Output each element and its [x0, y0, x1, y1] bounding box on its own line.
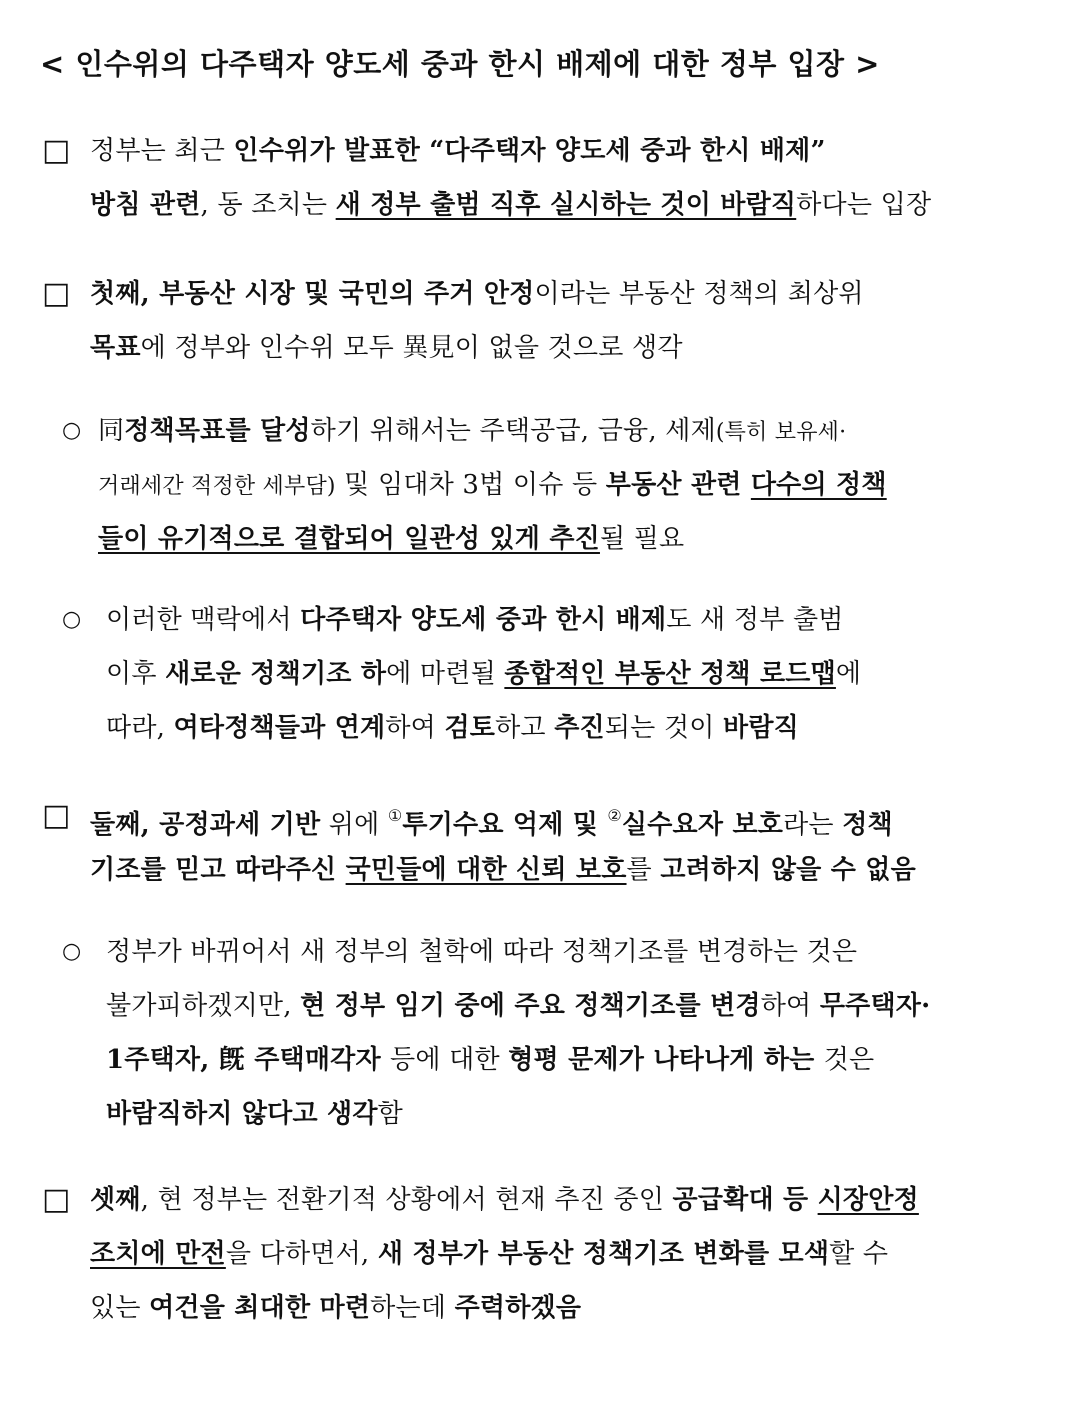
section-7-line-2: 조치에 만전을 다하면서, 새 정부가 부동산 정책기조 변화를 모색할 수: [90, 1239, 889, 1269]
section-6-line-1: 정부가 바뀌어서 새 정부의 철학에 따라 정책기조를 변경하는 것은: [106, 937, 858, 967]
box-bullet: □: [42, 133, 71, 168]
section-7-line-1: 셋째, 현 정부는 전환기적 상황에서 현재 추진 중인 공급확대 등 시장안정: [90, 1185, 919, 1215]
circle-bullet: ○: [62, 418, 82, 443]
section-3-line-3: 들이 유기적으로 결합되어 일관성 있게 추진될 필요: [98, 524, 685, 554]
section-2-line-1: 첫째, 부동산 시장 및 국민의 주거 안정이라는 부동산 정책의 최상위: [90, 279, 864, 309]
box-bullet: □: [42, 798, 71, 833]
section-4-line-2: 이후 새로운 정책기조 하에 마련될 종합적인 부동산 정책 로드맵에: [106, 659, 862, 689]
document-title: < 인수위의 다주택자 양도세 중과 한시 배제에 대한 정부 입장 >: [40, 47, 880, 81]
section-6-line-2: 불가피하겠지만, 현 정부 임기 중에 주요 정책기조를 변경하여 무주택자·: [106, 991, 931, 1021]
box-bullet: □: [42, 276, 71, 311]
section-6-line-3: 1주택자, 旣 주택매각자 등에 대한 형평 문제가 나타나게 하는 것은: [106, 1045, 875, 1075]
section-1-line-1: 정부는 최근 인수위가 발표한 “다주택자 양도세 중과 한시 배제”: [90, 136, 826, 166]
section-5-line-2: 기조를 믿고 따라주신 국민들에 대한 신뢰 보호를 고려하지 않을 수 없음: [90, 855, 916, 885]
section-2-line-2: 목표에 정부와 인수위 모두 異見이 없을 것으로 생각: [90, 333, 683, 363]
section-3-line-2: 거래세간 적정한 세부담) 및 임대차 3법 이슈 등 부동산 관련 다수의 정책: [98, 470, 887, 500]
section-1-line-2: 방침 관련, 동 조치는 새 정부 출범 직후 실시하는 것이 바람직하다는 입장: [90, 190, 932, 220]
box-bullet: □: [42, 1182, 71, 1217]
section-5-line-1: 둘째, 공정과세 기반 위에 ①투기수요 억제 및 ②실수요자 보호라는 정책: [90, 806, 893, 840]
section-4-line-3: 따라, 여타정책들과 연계하여 검토하고 추진되는 것이 바람직: [106, 713, 799, 743]
section-4-line-1: 이러한 맥락에서 다주택자 양도세 중과 한시 배제도 새 정부 출범: [106, 605, 844, 635]
section-7-line-3: 있는 여건을 최대한 마련하는데 주력하겠음: [90, 1293, 582, 1323]
section-3-line-1: 同정책목표를 달성하기 위해서는 주택공급, 금융, 세제(특히 보유세·: [98, 416, 847, 446]
circle-bullet: ○: [62, 939, 82, 964]
section-6-line-4: 바람직하지 않다고 생각함: [106, 1099, 403, 1129]
circle-bullet: ○: [62, 607, 82, 632]
